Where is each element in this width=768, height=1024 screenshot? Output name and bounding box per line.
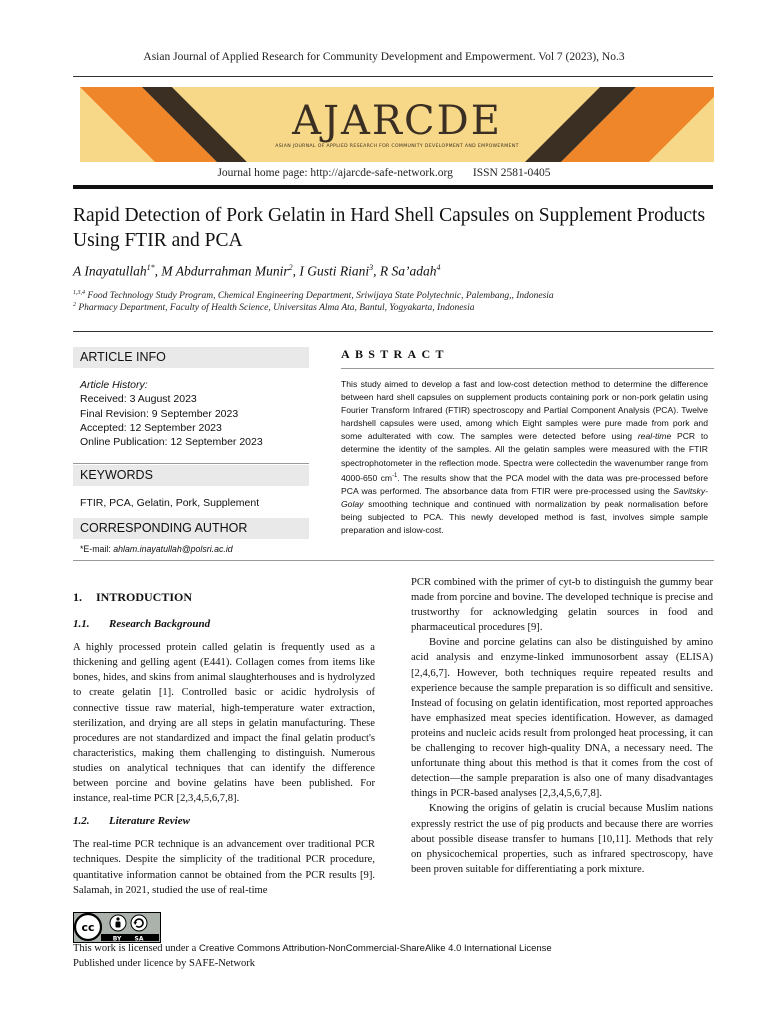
background-paragraph: A highly processed protein called gelatin is frequently used as a thickening and gelling agent (E441). Collagen comes from items like bones, hides, and skins from animal slaughterhouses and is hydrolyzed to create gelatin [1]. Controlled basic or acidic hydrolysis of connective tissue raw material, high-temperature water extraction, sterilization, and drying are all steps in gelatin manufacturing. These procedures are not standardized and impact the final gelatin product's characteristics, making them challenging to distinguish. Numerous studies on analytical techniques that can identify the difference between porcine and bovine gelatins have been published. For instance, real-time PCR [2,3,4,5,6,7,8].	[73, 642, 375, 805]
author-list: A Inayatullah$^{1*}$, M Abdurrahman Munir$^2$, I Gusti Riani$^3$, R Sa’adah$^4$	[73, 263, 441, 279]
journal-running-header: Asian Journal of Applied Research for Community Development and Empowerment. Vol 7 (2023), No.3	[143, 51, 625, 63]
subsection-heading-background	[73, 617, 375, 632]
article-history-label: Article History:	[80, 379, 148, 391]
sa-share-alike-icon	[131, 915, 147, 931]
header-divider	[73, 76, 713, 77]
by-label: BY	[112, 935, 122, 943]
abstract-bottom-divider	[73, 560, 714, 561]
author-affiliation-mark: 3	[369, 263, 374, 272]
abstract-emphasis: Savitsky-Golay	[341, 485, 708, 509]
body-paragraph: Knowing the origins of gelatin is crucial because Muslim nations expressly restrict the use of pig products and because there are worries about possible disease transfer to humans [10,11]. Methods that rely on physicochemical properties, such as infrared spectroscopy, have been proven suitable for differentiating a pork mixture.	[411, 803, 713, 875]
body-paragraph: Bovine and porcine gelatins can also be distinguished by amino acid analysis and enzyme-linked immunosorbent assay (ELISA) [2,4,6,7]. However, both techniques require repeated results and experience because the sample preparation is so difficult and sensitive. Instead of focusing on gelatin identification, most reported approaches have emphasized meat species identification. However, as damaged proteins and nucleic acids result from prolonged heat processing, it can be challenging to recover high-quality DNA, a necessary need. The unfortunate thing about this method is that it comes from the cost of detection—the sample preparation is also one of many disadvantages things in PCR-based analyses [2,3,4,5,6,7,8].	[411, 637, 713, 800]
subsection-heading-literature-review	[73, 814, 375, 829]
article-title: Rapid Detection of Pork Gelatin in Hard Shell Capsules on Supplement Products Using FTIR and PCA	[73, 205, 706, 251]
subsection-number: 1.1.	[73, 618, 90, 631]
article-history	[73, 378, 309, 449]
license-statement	[73, 943, 552, 954]
front-matter-divider	[73, 331, 713, 332]
abstract-text-part: . The results show that the PCA model with the data was pre-processed before PCA was performed. The absorbance data from FTIR were pre-processed using the	[341, 472, 708, 496]
email-address-link[interactable]: ahlam.inayatullah@polsri.ac.id	[113, 544, 233, 554]
body-paragraph: PCR combined with the primer of cyt-b to distinguish the gummy bear made from porcine and bovine. The developed technique is precise and trustworthy for acknowledging gelatin sources in food and pharmaceutical procedures [9].	[411, 577, 713, 634]
subsection-title: Literature Review	[109, 815, 190, 828]
email-label: *E-mail:	[80, 544, 114, 554]
online-publication-date: Online Publication: 12 September 2023	[80, 436, 263, 449]
accepted-date: Accepted: 12 September 2023	[80, 421, 222, 434]
affiliation-mark: 2	[73, 302, 76, 308]
body-left-column	[73, 575, 375, 906]
body-right-column	[411, 575, 713, 877]
journal-logo-tagline: ASIAN JOURNAL OF APPLIED RESEARCH FOR COMMUNITY DEVELOPMENT AND EMPOWERMENT	[275, 144, 519, 149]
author-name: I Gusti Riani	[299, 263, 370, 279]
author-name: M Abdurrahman Munir	[161, 263, 289, 279]
journal-homepage-link[interactable]: Journal home page: http://ajarcde-safe-network.org	[217, 167, 453, 179]
author-affiliation-mark: 1*	[146, 263, 155, 272]
keywords-text: FTIR, PCA, Gelatin, Pork, Supplement	[80, 497, 260, 509]
abstract-text-part: PCR to determine the identity of the samples. All the gelatin samples were measured with the FTIR spectrophotometer in the reflection mode. Spectra were collectedin the wavenumber range from 4000-650 cm	[341, 431, 708, 483]
affiliation-2	[73, 302, 718, 313]
affiliation-1	[73, 290, 718, 301]
publisher-statement: Published under licence by SAFE-Network	[73, 958, 255, 969]
journal-homepage-line	[0, 167, 768, 179]
cc-by-sa-license-badge[interactable]	[73, 912, 161, 943]
article-info-divider	[73, 463, 309, 464]
abstract-text-part: This study aimed to develop a fast and low-cost detection method to determine the difference between hard shell capsules on supplement products containing pork or non-pork gelatin using Fourier Transform Infrared (FTIR) spectroscopy and Partial Component Analysis (PCA). Twelve hardshell capsules were used, among which Eight samples were pure made from pork and some adulterated with cow. The samples were detected before using	[341, 379, 708, 442]
section-number: 1.	[73, 590, 82, 604]
license-prefix: This work is licensed under a	[73, 943, 199, 954]
affiliation-text: Food Technology Study Program, Chemical Engineering Department, Sriwijaya State Polytechnic, Palembang,, Indonesia	[87, 291, 554, 302]
issn-label: ISSN 2581-0405	[472, 167, 551, 179]
keywords-heading: KEYWORDS	[73, 465, 309, 486]
affiliation-text: Pharmacy Department, Faculty of Health Science, Universitas Alma Ata, Bantul, Yogyakarta, Indonesia	[78, 303, 475, 314]
received-date: Received: 3 August 2023	[80, 393, 197, 406]
author-name: R Sa’adah	[379, 263, 437, 279]
affiliation-mark: 1,3,4	[73, 290, 85, 296]
thick-divider	[73, 185, 713, 189]
author-name: A Inayatullah	[73, 263, 147, 279]
subsection-title: Research Background	[109, 618, 211, 631]
abstract-divider	[341, 368, 714, 369]
author-affiliation-mark: 4	[436, 263, 441, 272]
article-info-heading: ARTICLE INFO	[73, 347, 309, 368]
journal-banner	[80, 87, 714, 162]
author-affiliation-mark: 2	[288, 263, 293, 272]
literature-review-paragraph: The real-time PCR technique is an advancement over traditional PCR techniques. Despite the simplicity of the traditional PCR procedure, quantitative information cannot be obtained from the PCR results [9]. Salamah, in 2021, studied the use of real-time	[73, 839, 375, 896]
corresponding-author-heading: CORRESPONDING AUTHOR	[73, 518, 309, 539]
section-title: INTRODUCTION	[96, 590, 193, 604]
abstract-text	[341, 378, 708, 537]
abstract-superscript: -1	[392, 472, 398, 479]
license-link[interactable]: Creative Commons Attribution-NonCommercial-ShareAlike 4.0 International License	[198, 943, 552, 954]
corresponding-email	[73, 544, 309, 554]
abstract-heading: ABSTRACT	[341, 347, 449, 361]
abstract-emphasis: real-time	[637, 431, 672, 442]
subsection-number: 1.2.	[73, 815, 90, 828]
final-revision-date: Final Revision: 9 September 2023	[80, 407, 239, 420]
abstract-text-part: smoothing technique and continued with normalization by peak normalisation before being subjected to PCA. This newly developed method is fast, involves simple sample preparation and islow-cost.	[341, 498, 708, 535]
journal-logo-text: AJARCDE	[292, 98, 502, 144]
section-heading-introduction	[73, 590, 375, 605]
cc-icon-text: cc	[81, 921, 95, 934]
sa-label: SA	[134, 935, 144, 943]
